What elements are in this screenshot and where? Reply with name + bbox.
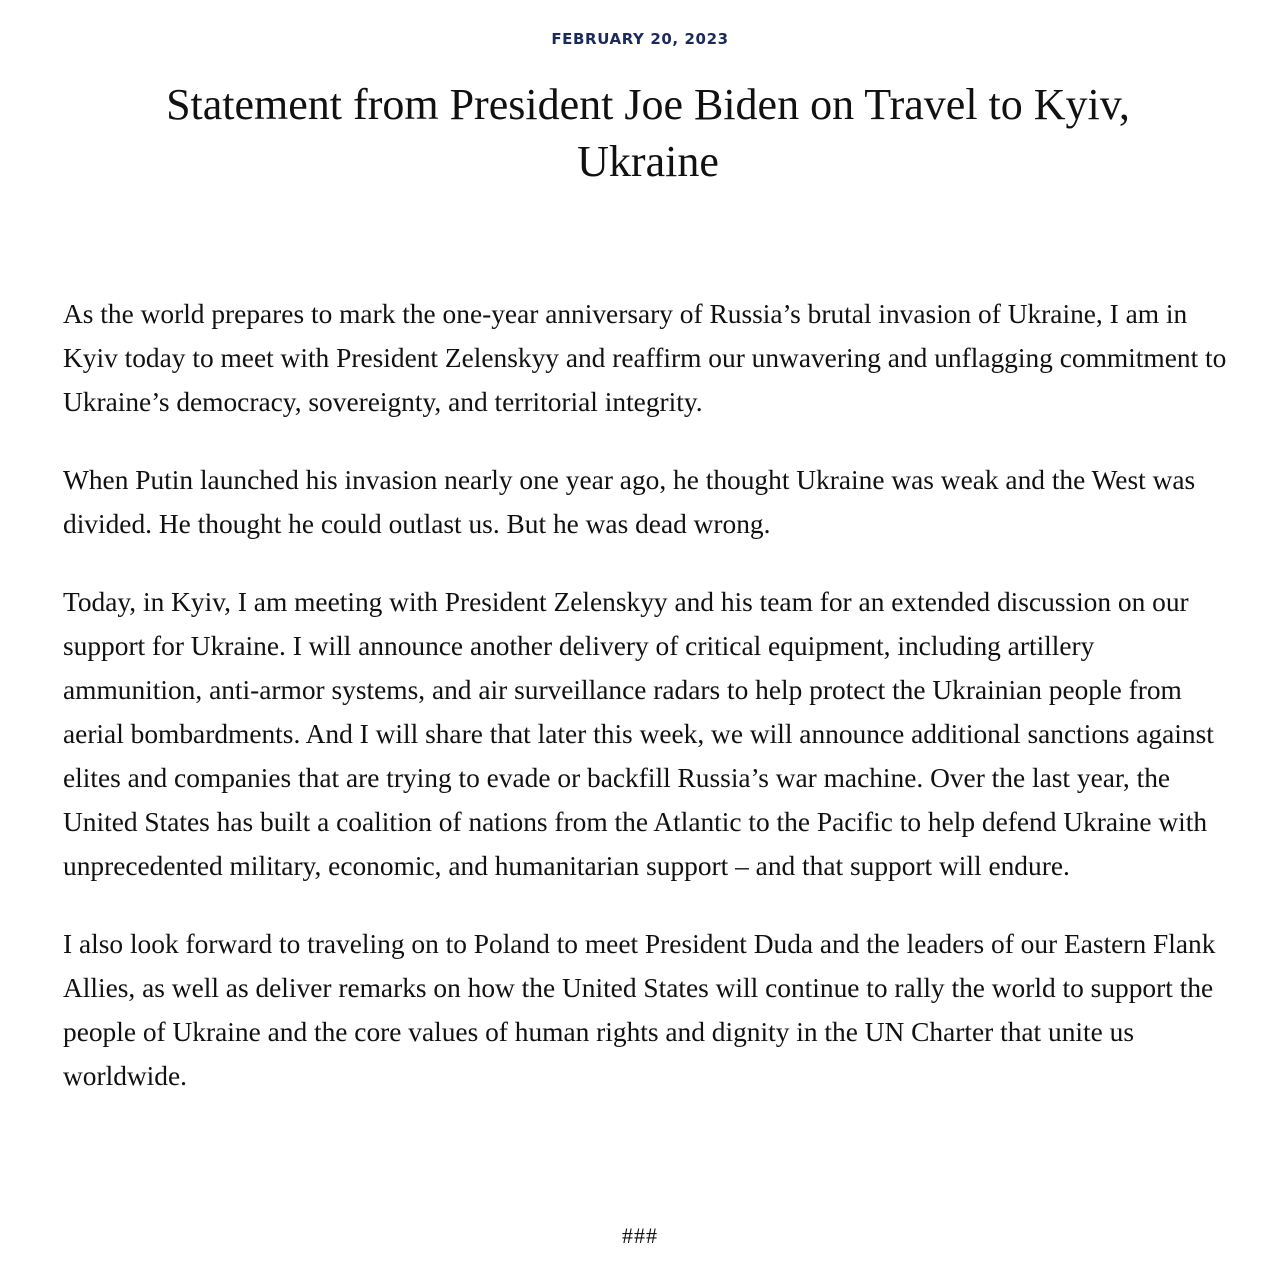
page-title: Statement from President Joe Biden on Travel to Kyiv, Ukraine [166,80,1130,186]
paragraph: Today, in Kyiv, I am meeting with President Zelenskyy and his team for an extended discussion on our support for Ukraine. I will announce another delivery of critical equipment, including artillery ammunition, anti-armor systems, and air surveillance radars to help protect the Ukrainian people from aerial bombardments. And I will share that later this week, we will announce additional sanctions against elites and companies that are trying to evade or backfill Russia’s war machine. Over the last year, the United States has built a coalition of nations from the Atlantic to the Pacific to help defend Ukraine with unprecedented military, economic, and humanitarian support – and that support will endure. [63,587,1214,881]
paragraph: When Putin launched his invasion nearly one year ago, he thought Ukraine was weak and the West was divided. He thought he could outlast us. But he was dead wrong. [63,465,1196,539]
article-body [63,292,1228,1132]
paragraph: As the world prepares to mark the one-year anniversary of Russia’s brutal invasion of Ukraine, I am in Kyiv today to meet with President Zelenskyy and reaffirm our unwavering and unflagging commitment to Ukraine’s democracy, sovereignty, and territorial integrity. [63,299,1227,417]
end-mark: ### [622,1223,658,1248]
publish-date: FEBRUARY 20, 2023 [551,30,729,48]
paragraph: I also look forward to traveling on to Poland to meet President Duda and the leaders of our Eastern Flank Allies, as well as deliver remarks on how the United States will continue to rally the world to support the people of Ukraine and the core values of human rights and dignity in the UN Charter that unite us worldwide. [63,929,1216,1091]
